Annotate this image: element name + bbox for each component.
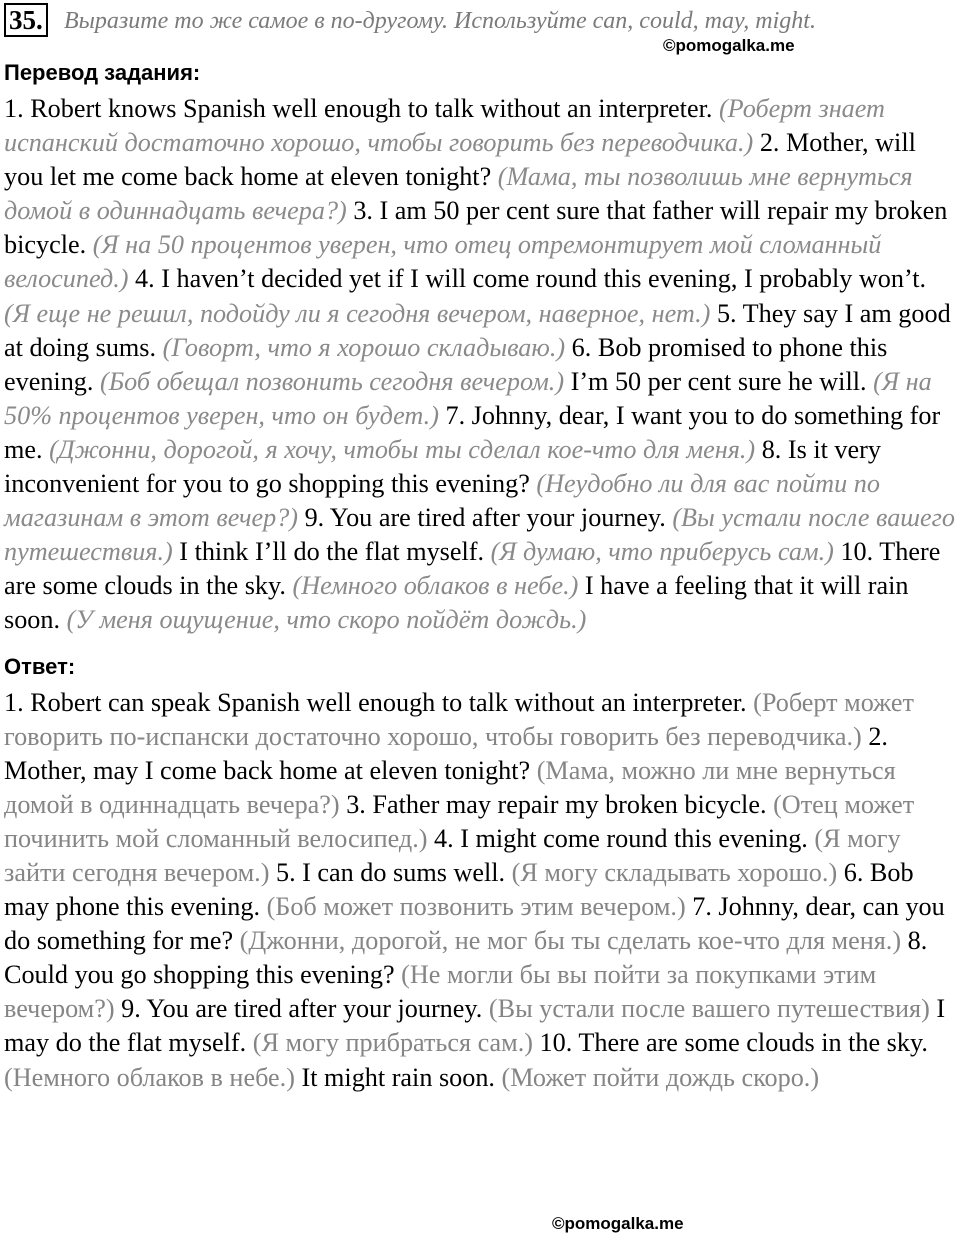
russian-translation-text: (Я еще не решил, подойду ли я сегодня вечером, наверное, нет.) <box>4 298 711 328</box>
english-sentence-text: 4. I might come round this evening. <box>427 823 815 853</box>
exercise-header <box>4 0 958 40</box>
english-sentence-text: 1. Robert can speak Spanish well enough to talk without an interpreter. <box>4 687 754 717</box>
russian-translation-text: (Мама, ты позволишь мне вернуться домой в одиннадцать вечера?) <box>4 162 913 226</box>
english-sentence-text: 3. I am 50 per cent sure that father will repair my broken bicycle. <box>4 196 948 260</box>
russian-translation-text: (Я могу складывать хорошо.) <box>511 857 838 887</box>
russian-translation-text: (У меня ощущение, что скоро пойдёт дождь.) <box>66 605 587 635</box>
russian-translation-text: (Боб может позвонить этим вечером.) <box>266 892 686 922</box>
russian-translation-text: (Мама, можно ли мне вернуться домой в одиннадцать вечера?) <box>4 755 896 819</box>
english-sentence-text: It might rain soon. <box>294 1062 502 1092</box>
russian-translation-text: (Немного облаков в небе.) <box>4 1062 295 1092</box>
russian-translation-text: (Вы устали после вашего путешествия) <box>488 994 930 1024</box>
russian-translation-text: (Неудобно ли для вас пойти по магазинам в этот вечер?) <box>4 469 880 533</box>
russian-translation-text: (Вы устали после вашего путешествия.) <box>4 503 955 567</box>
english-sentence-text: I may do the flat myself. <box>4 994 946 1058</box>
english-sentence-text: 2. Mother, will you let me come back home at eleven tonight? <box>4 128 916 192</box>
english-sentence-text: 8. Is it very inconvenient for you to go shopping this evening? <box>4 434 881 499</box>
english-sentence-text: 5. I can do sums well. <box>269 857 512 887</box>
watermark-top: ©pomogalka.me <box>663 36 795 55</box>
english-sentence-text: 7. Johnny, dear, I want you to do something for me. <box>4 400 941 464</box>
russian-translation-text: (Джонни, дорогой, я хочу, чтобы ты сделал кое-что для меня.) <box>49 434 756 464</box>
english-sentence-text: 10. There are some clouds in the sky. <box>533 1028 928 1058</box>
english-sentence-text: 9. You are tired after your journey. <box>298 503 673 533</box>
english-sentence-text: 5. They say I am good at doing sums. <box>4 298 951 362</box>
russian-translation-text: (Я могу зайти сегодня вечером.) <box>4 823 901 887</box>
english-sentence-text: 3. Father may repair my broken bicycle. <box>339 789 774 819</box>
russian-translation-text: (Может пойти дождь скоро.) <box>501 1062 820 1092</box>
english-sentence-text: 1. Robert knows Spanish well enough to talk without an interpreter. <box>4 94 719 123</box>
english-sentence-text: 9. You are tired after your journey. <box>114 994 489 1024</box>
english-sentence-text: 10. There are some clouds in the sky. <box>4 537 941 601</box>
english-sentence-text: I’m 50 per cent sure he will. <box>564 366 874 396</box>
english-sentence-text: 4. I haven’t decided yet if I will come round this evening, I probably won’t. <box>128 264 927 294</box>
english-sentence-text: 6. Bob promised to phone this evening. <box>4 332 888 396</box>
russian-translation-text: (Не могли бы вы пойти за покупками этим вечером?) <box>4 960 877 1024</box>
english-sentence-text: 7. Johnny, dear, can you do something for me? <box>4 892 945 956</box>
russian-translation-text: (Я думаю, что приберусь сам.) <box>490 537 834 567</box>
exercise-instruction: Выразите то же самое в по-другому. Используйте can, could, may, might. <box>64 8 816 34</box>
page <box>4 0 958 1095</box>
russian-translation-text: (Боб обещал позвонить сегодня вечером.) <box>100 366 565 396</box>
answer-heading: Ответ: <box>4 653 76 679</box>
russian-translation-text: (Роберт знает испанский достаточно хорошо, чтобы говорить без переводчика.) <box>4 94 885 158</box>
translation-heading: Перевод задания: <box>4 60 201 85</box>
watermark-bottom: ©pomogalka.me <box>552 1214 684 1233</box>
english-sentence-text: I think I’ll do the flat myself. <box>172 537 491 567</box>
answer-paragraph <box>4 686 958 1095</box>
russian-translation-text: (Роберт может говорить по-испански достаточно хорошо, чтобы говорить без переводчика.) <box>4 687 914 751</box>
russian-translation-text: (Я на 50 процентов уверен, что отец отремонтирует мой сломанный велосипед.) <box>4 230 882 294</box>
russian-translation-text: (Джонни, дорогой, не мог бы ты сделать кое-что для меня.) <box>239 926 902 956</box>
english-sentence-text: I have a feeling that it will rain soon. <box>4 571 909 635</box>
english-sentence-text: 6. Bob may phone this evening. <box>4 857 914 922</box>
russian-translation-text: (Я на 50% процентов уверен, что он будет.) <box>4 366 932 430</box>
russian-translation-text: (Говорт, что я хорошо складываю.) <box>162 332 566 362</box>
russian-translation-text: (Я могу прибраться сам.) <box>252 1028 533 1058</box>
english-sentence-text: 2. Mother, may I come back home at eleven tonight? <box>4 721 888 785</box>
translation-paragraph <box>4 92 958 638</box>
russian-translation-text: (Немного облаков в небе.) <box>292 571 579 601</box>
exercise-number: 35. <box>4 3 48 37</box>
russian-translation-text: (Отец может починить мой сломанный велосипед.) <box>4 789 915 853</box>
english-sentence-text: 8. Could you go shopping this evening? <box>4 926 928 990</box>
